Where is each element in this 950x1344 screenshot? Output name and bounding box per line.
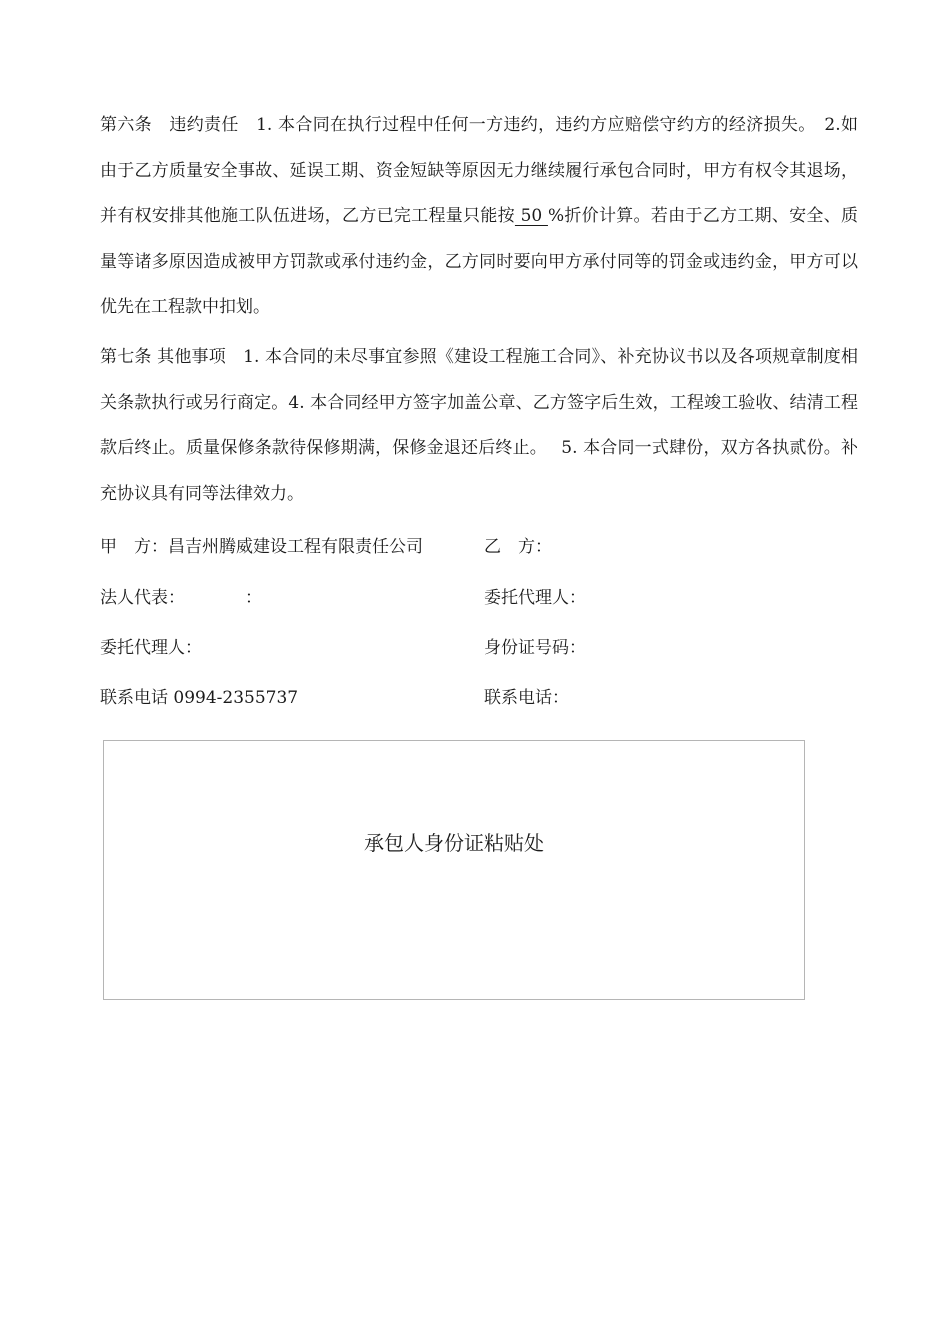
article-7-text: 第七条 其他事项 1. 本合同的未尽事宜参照《建设工程施工合同》、补充协议书以及各项规章制度相关条款执行或另行商定。4. 本合同经甲方签字加盖公章、乙方签字后生效，工程竣工验收、结清工程款后终止。质量保修条款待保修期满，保修金退还后终止。 5. 本合同一式肆份，双方各执贰份。补充协议具有同等法律效力。	[100, 347, 858, 504]
phone-a-label: 联系电话	[100, 688, 168, 708]
party-a-agent-label: 委托代理人：	[100, 638, 202, 658]
party-b-phone-label: 联系电话：	[484, 688, 569, 708]
party-a-name: 昌吉州腾威建设工程有限责任公司	[168, 537, 423, 557]
id-card-paste-label: 承包人身份证粘贴处	[364, 831, 544, 855]
party-b-label: 乙 方：	[484, 537, 552, 557]
legal-representative-line	[100, 586, 262, 610]
party-a-line	[100, 535, 423, 559]
article-6-breach-liability	[100, 103, 858, 331]
article-6-text-after: %折价计算。若由于乙方工期、安全、质量等诸多原因造成被甲方罚款或承付违约金，乙方同时要向甲方承付同等的罚金或违约金，甲方可以优先在工程款中扣划。	[100, 206, 859, 317]
party-b-agent-label: 委托代理人：	[484, 588, 586, 608]
id-card-paste-box	[103, 740, 805, 1000]
settlement-percent-value: 50	[514, 206, 548, 226]
id-number-label: 身份证号码：	[484, 638, 586, 658]
legal-rep-colon: ：	[245, 588, 262, 608]
legal-rep-label: 法人代表：	[100, 588, 185, 608]
article-6-text-before: 第六条 违约责任 1. 本合同在执行过程中任何一方违约，违约方应赔偿守约方的经济损失。 2.如由于乙方质量安全事故、延误工期、资金短缺等原因无力继续履行承包合同时，甲方有权令其退场，并有权安排其他施工队伍进场，乙方已完工程量只能按	[100, 115, 858, 226]
party-a-phone-line	[100, 686, 298, 710]
phone-a-value: 0994-2355737	[173, 688, 299, 708]
party-a-label: 甲 方：	[100, 537, 168, 557]
article-7-other-matters	[100, 335, 858, 517]
